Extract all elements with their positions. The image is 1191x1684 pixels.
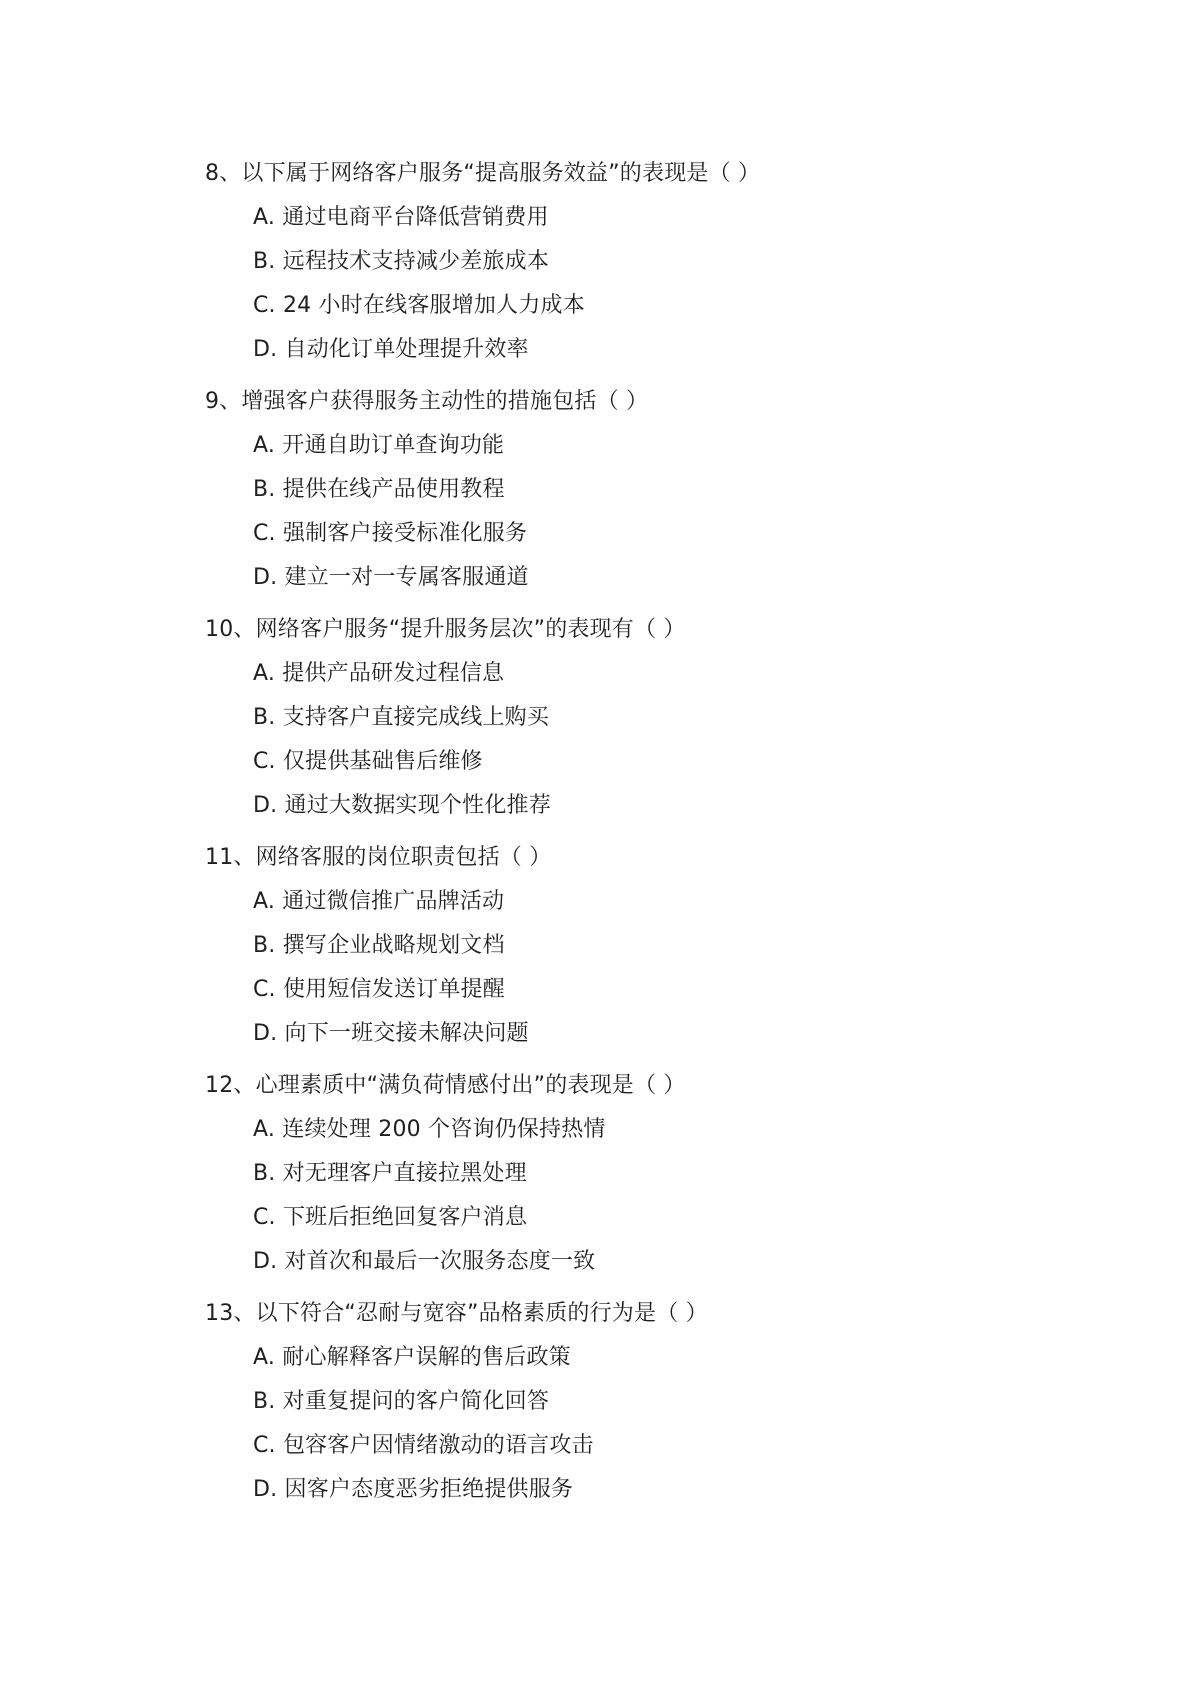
- option-d: D. 向下一班交接未解决问题: [253, 1021, 529, 1046]
- question-title: 10、网络客户服务“提升服务层次”的表现有（ ）: [205, 617, 686, 642]
- option-a: A. 通过电商平台降低营销费用: [253, 205, 549, 230]
- option-a: A. 连续处理 200 个咨询仍保持热情: [253, 1117, 606, 1142]
- question-10: [205, 608, 1025, 828]
- option-a: A. 开通自助订单查询功能: [253, 433, 505, 458]
- question-9: [205, 380, 1025, 600]
- option-a: A. 耐心解释客户误解的售后政策: [253, 1345, 571, 1370]
- option-c: C. 24 小时在线客服增加人力成本: [253, 293, 585, 318]
- option-c: C. 下班后拒绝回复客户消息: [253, 1205, 528, 1230]
- question-11: [205, 836, 1025, 1056]
- option-c: C. 使用短信发送订单提醒: [253, 977, 505, 1002]
- option-d: D. 对首次和最后一次服务态度一致: [253, 1249, 596, 1274]
- option-a: A. 通过微信推广品牌活动: [253, 889, 505, 914]
- option-c: C. 仅提供基础售后维修: [253, 749, 483, 774]
- question-title: 11、网络客服的岗位职责包括（ ）: [205, 845, 552, 870]
- option-a: A. 提供产品研发过程信息: [253, 661, 505, 686]
- option-b: B. 远程技术支持减少差旅成本: [253, 249, 550, 274]
- option-list: [205, 1108, 1025, 1284]
- option-list: [205, 196, 1025, 372]
- question-title: 8、以下属于网络客户服务“提高服务效益”的表现是（ ）: [205, 161, 761, 186]
- option-b: B. 支持客户直接完成线上购买: [253, 705, 550, 730]
- option-list: [205, 424, 1025, 600]
- option-b: B. 撰写企业战略规划文档: [253, 933, 505, 958]
- question-list: [205, 152, 1025, 1520]
- question-title: 9、增强客户获得服务主动性的措施包括（ ）: [205, 389, 649, 414]
- option-list: [205, 1336, 1025, 1512]
- option-b: B. 对重复提问的客户简化回答: [253, 1389, 550, 1414]
- question-title: 12、心理素质中“满负荷情感付出”的表现是（ ）: [205, 1073, 686, 1098]
- question-13: [205, 1292, 1025, 1512]
- option-b: B. 提供在线产品使用教程: [253, 477, 505, 502]
- option-b: B. 对无理客户直接拉黑处理: [253, 1161, 527, 1186]
- option-d: D. 建立一对一专属客服通道: [253, 565, 529, 590]
- option-c: C. 包容客户因情绪激动的语言攻击: [253, 1433, 594, 1458]
- option-d: D. 自动化订单处理提升效率: [253, 337, 529, 362]
- option-c: C. 强制客户接受标准化服务: [253, 521, 528, 546]
- option-d: D. 因客户态度恶劣拒绝提供服务: [253, 1477, 574, 1502]
- option-d: D. 通过大数据实现个性化推荐: [253, 793, 551, 818]
- question-title: 13、以下符合“忍耐与宽容”品格素质的行为是（ ）: [205, 1301, 708, 1326]
- question-8: [205, 152, 1025, 372]
- option-list: [205, 880, 1025, 1056]
- option-list: [205, 652, 1025, 828]
- question-12: [205, 1064, 1025, 1284]
